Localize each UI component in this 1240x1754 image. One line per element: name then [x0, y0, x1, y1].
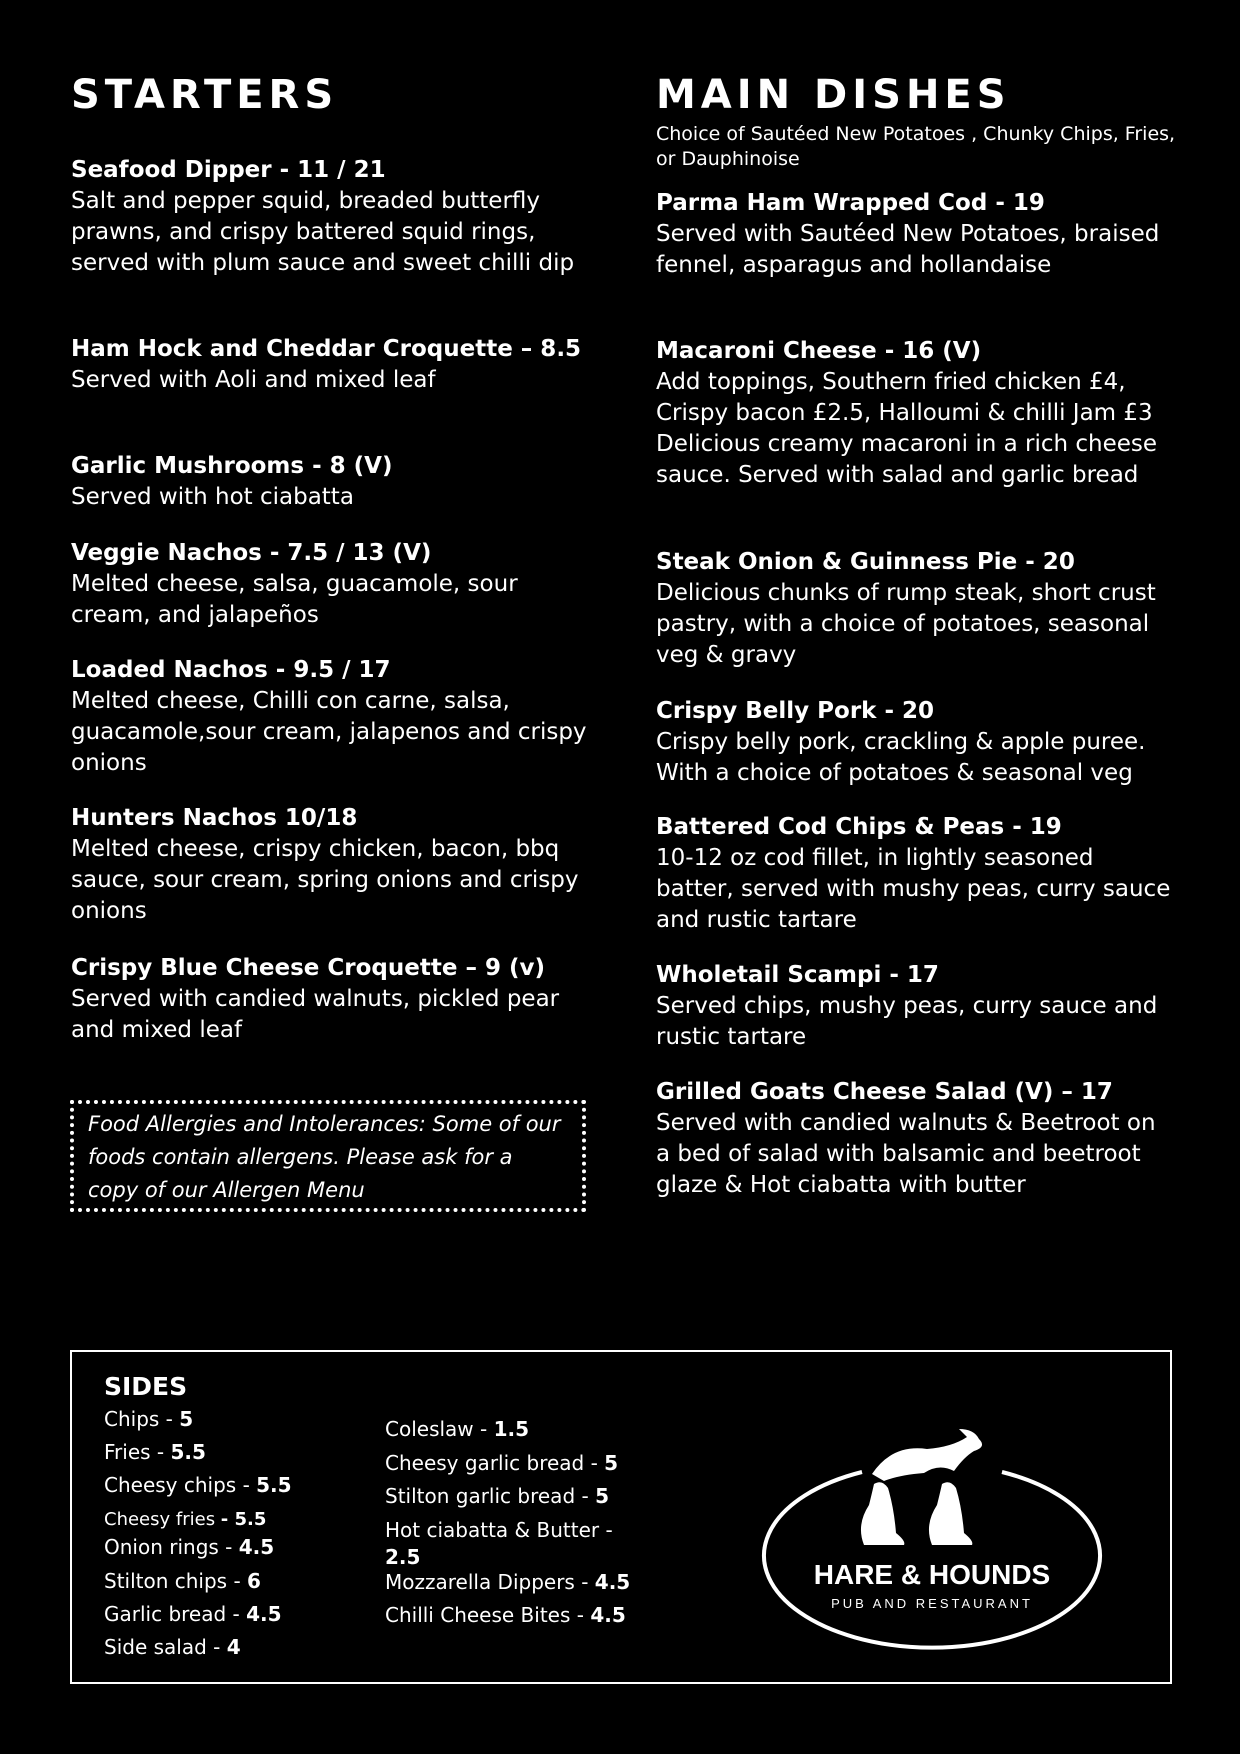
side-price: 1.5: [493, 1417, 530, 1441]
side-price: 5: [595, 1484, 609, 1508]
side-name: Mozzarella Dippers -: [385, 1570, 595, 1594]
side-price: 5.5: [256, 1473, 292, 1497]
side-name: Side salad -: [104, 1635, 227, 1659]
item-title: Seafood Dipper - 11 / 21: [71, 157, 386, 183]
side-price: 5.5: [170, 1440, 206, 1464]
item-description: Delicious chunks of rump steak, short crust pastry, with a choice of potatoes, seasonal veg & gravy: [656, 580, 1156, 668]
item-title: Grilled Goats Cheese Salad (V) – 17: [656, 1079, 1113, 1105]
item-description: Served with Aoli and mixed leaf: [71, 367, 436, 393]
mains-item: [656, 188, 1176, 281]
mains-item: [656, 336, 1176, 491]
side-price: 6: [247, 1569, 261, 1593]
side-item: [385, 1570, 630, 1594]
side-price: 4.5: [590, 1603, 626, 1627]
side-price: 5: [179, 1407, 194, 1431]
item-title: Steak Onion & Guinness Pie - 20: [656, 549, 1075, 575]
side-price: 4.5: [246, 1602, 282, 1626]
side-name: Cheesy fries: [104, 1509, 221, 1530]
side-item: [385, 1451, 618, 1475]
item-description: Salt and pepper squid, breaded butterfly prawns, and crispy battered squid rings, served with plum sauce and sweet chilli dip: [71, 188, 575, 276]
side-item: [385, 1417, 529, 1441]
side-price: 5: [604, 1451, 619, 1475]
side-name: Fries -: [104, 1440, 171, 1464]
starters-item: [71, 334, 591, 396]
mains-heading: MAIN DISHES: [656, 72, 1011, 118]
mains-item: [656, 547, 1176, 671]
item-title: Hunters Nachos 10/18: [71, 805, 358, 831]
starters-heading: STARTERS: [71, 72, 339, 118]
starters-item: [71, 655, 591, 779]
side-price: 4.5: [594, 1570, 631, 1594]
item-description: 10-12 oz cod fillet, in lightly seasoned batter, served with mushy peas, curry sauce and rustic tartare: [656, 845, 1171, 933]
side-item: [104, 1407, 193, 1431]
mains-subtitle: Choice of Sautéed New Potatoes , Chunky Chips, Fries, or Dauphinoise: [656, 123, 1176, 170]
side-name: Chips -: [104, 1407, 180, 1431]
side-name: Cheesy chips -: [104, 1473, 257, 1497]
side-item: [104, 1509, 266, 1530]
item-description: Served with candied walnuts, pickled pear and mixed leaf: [71, 986, 560, 1043]
side-name: Cheesy garlic bread -: [385, 1451, 605, 1475]
mains-item: [656, 1077, 1176, 1201]
item-title: Ham Hock and Cheddar Croquette – 8.5: [71, 336, 582, 362]
logo-tagline: PUB AND RESTAURANT: [831, 1596, 1033, 1611]
side-item: [385, 1603, 626, 1627]
item-description: Served with candied walnuts & Beetroot on a bed of salad with balsamic and beetroot glaze & Hot ciabatta with butter: [656, 1110, 1156, 1198]
side-item: [104, 1473, 292, 1497]
starters-item: [71, 451, 591, 513]
side-name: Onion rings -: [104, 1535, 239, 1559]
starters-item: [71, 953, 591, 1046]
logo: [752, 1422, 1112, 1656]
hare-hounds-logo-icon: [752, 1422, 1112, 1652]
side-item: [104, 1535, 274, 1559]
item-title: Garlic Mushrooms - 8 (V): [71, 453, 393, 479]
item-title: Loaded Nachos - 9.5 / 17: [71, 657, 391, 683]
item-description: Served with hot ciabatta: [71, 484, 354, 510]
side-name: Stilton garlic bread -: [385, 1484, 596, 1508]
item-title: Crispy Blue Cheese Croquette – 9 (v): [71, 955, 545, 981]
item-title: Crispy Belly Pork - 20: [656, 698, 935, 724]
starters-item: [71, 538, 591, 631]
side-item: [385, 1517, 613, 1571]
mains-item: [656, 812, 1176, 936]
item-description: Served with Sautéed New Potatoes, braised fennel, asparagus and hollandaise: [656, 221, 1160, 278]
item-description: Add toppings, Southern fried chicken £4, Crispy bacon £2.5, Halloumi & chilli Jam £3 Delicious creamy macaroni in a rich cheese sauce. Served with salad and garlic bread: [656, 369, 1158, 488]
side-item: [104, 1635, 241, 1659]
item-description: Melted cheese, crispy chicken, bacon, bbq sauce, sour cream, spring onions and crispy onions: [71, 836, 579, 924]
side-price: - 5.5: [220, 1509, 267, 1530]
side-price: 4: [226, 1635, 241, 1659]
side-name: Chilli Cheese Bites -: [385, 1603, 591, 1627]
item-description: Melted cheese, salsa, guacamole, sour cream, and jalapeños: [71, 571, 518, 628]
starters-item: [71, 803, 591, 927]
side-name: Coleslaw -: [385, 1417, 494, 1441]
logo-name: HARE & HOUNDS: [813, 1559, 1051, 1590]
side-price: 2.5: [385, 1545, 421, 1569]
side-item: [104, 1569, 261, 1593]
item-description: Melted cheese, Chilli con carne, salsa, guacamole,sour cream, jalapenos and crispy onions: [71, 688, 587, 776]
side-name: Hot ciabatta & Butter -: [385, 1518, 613, 1542]
item-title: Veggie Nachos - 7.5 / 13 (V): [71, 540, 432, 566]
item-description: Served chips, mushy peas, curry sauce and rustic tartare: [656, 993, 1158, 1050]
mains-item: [656, 960, 1176, 1053]
starters-item: [71, 155, 591, 279]
side-item: [104, 1602, 282, 1626]
allergy-note: Food Allergies and Intolerances: Some of our foods contain allergens. Please ask for a copy of our Allergen Menu: [70, 1100, 586, 1212]
sides-box: [70, 1350, 1172, 1684]
side-name: Garlic bread -: [104, 1602, 247, 1626]
item-title: Battered Cod Chips & Peas - 19: [656, 814, 1062, 840]
item-title: Parma Ham Wrapped Cod - 19: [656, 190, 1045, 216]
item-title: Macaroni Cheese - 16 (V): [656, 338, 982, 364]
side-price: 4.5: [238, 1535, 275, 1559]
sides-heading: SIDES: [104, 1372, 188, 1401]
item-title: Wholetail Scampi - 17: [656, 962, 939, 988]
item-description: Crispy belly pork, crackling & apple puree. With a choice of potatoes & seasonal veg: [656, 729, 1146, 786]
mains-item: [656, 696, 1176, 789]
side-item: [385, 1484, 609, 1508]
side-name: Stilton chips -: [104, 1569, 248, 1593]
side-item: [104, 1440, 206, 1464]
